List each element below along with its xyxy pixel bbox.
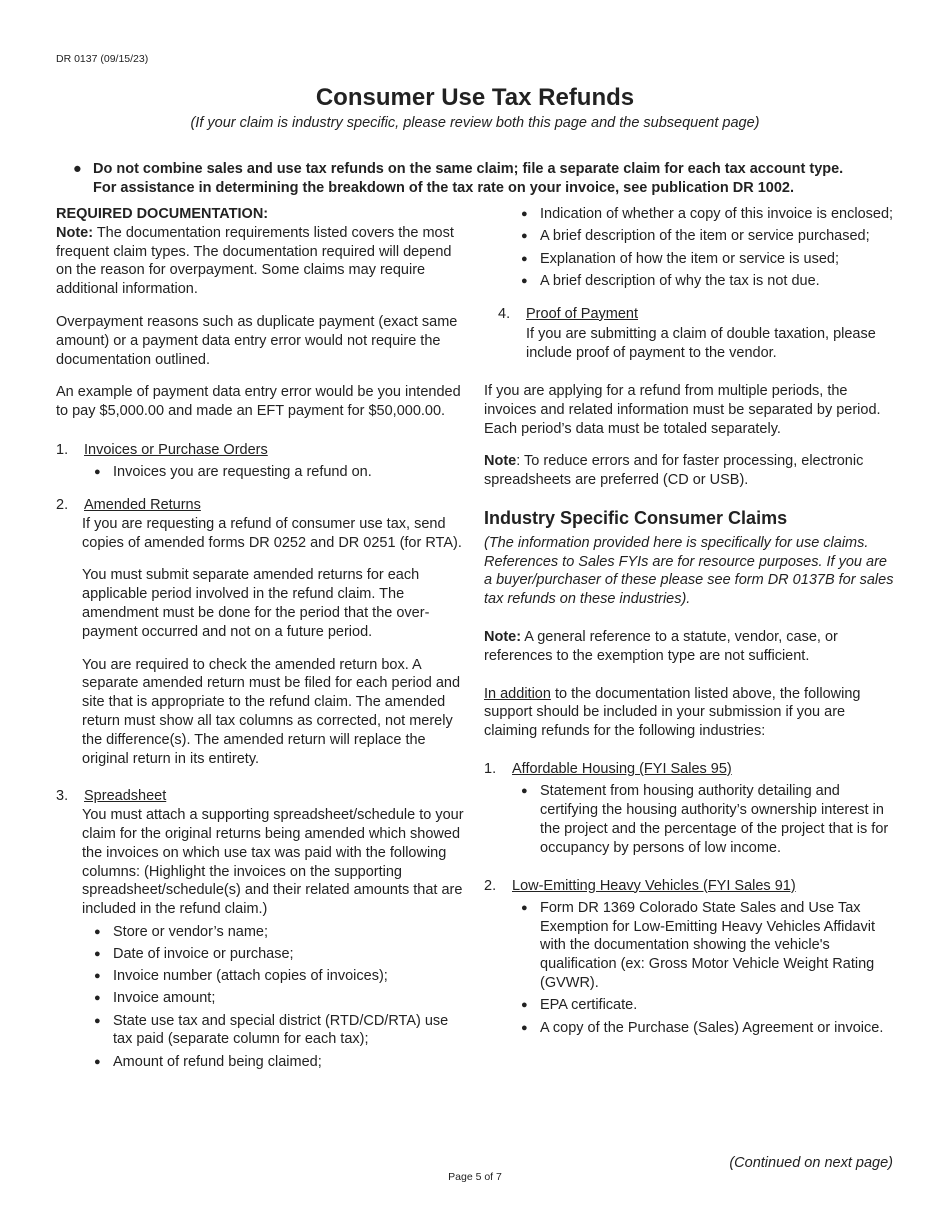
list-item: ● Indication of whether a copy of this invoice is enclosed; [521,205,899,224]
right-column [484,205,899,1037]
industry-low-emitting-vehicles [484,877,899,896]
list-item: ● Invoices you are requesting a refund on. [94,463,471,482]
list-item: ● Form DR 1369 Colorado State Sales and Use Tax Exemption for Low-Emitting Heavy Vehicles Affidavit with the documentation showing the vehicle's qualification (ex: Gross Motor Vehicle Weight Rating (GVWR). [521,899,899,993]
overpayment-paragraph: Overpayment reasons such as duplicate payment (exact same amount) or a payment data entry error would not require the documentation outlined. [56,313,458,368]
amended-p3: You are required to check the amended return box. A separate amended return must be filed for each period and site that is appropriate to the refund claim. The amended return must show all tax columns as corrected, not merely the difference(s). The amended return will replace the original return in its entirety. [82,656,461,767]
amended-p2: You must submit separate amended returns for each applicable period involved in the refund claim. The amendment must be done for the period that the over-payment occurred and not on a future period. [82,567,430,640]
list-item: ● A brief description of the item or service purchased; [521,227,899,246]
bullet-icon: ● [73,161,82,177]
item-number: 4. [498,305,511,322]
item-number: 1. [56,441,69,458]
in-addition-paragraph [484,685,899,741]
item-number: 2. [56,497,69,514]
page-subtitle: (If your claim is industry specific, please review both this page and the subsequent page) [190,115,760,131]
list-item: ● Store or vendor’s name; [94,923,471,942]
page-number: Page 5 of 7 [448,1171,502,1183]
item-title: Spreadsheet [84,788,167,805]
item-title: Proof of Payment [526,305,639,322]
item-invoices [56,441,471,460]
note-text: The documentation requirements listed covers the most frequent claim types. The documentation required will depend on the reason for overpayment. Some claims may require additional information. [56,224,454,298]
item-title: Affordable Housing (FYI Sales 95) [512,761,732,778]
list-item: ● Amount of refund being claimed; [94,1053,471,1072]
amended-p1: If you are requesting a refund of consumer use tax, send copies of amended forms DR 0252 and DR 0251 (for RTA). [82,515,462,551]
list-item: ● State use tax and special district (RTD/CD/RTA) use tax paid (separate column for each tax); [94,1012,471,1050]
top-note-line2: For assistance in determining the breakdown of the tax rate on your invoice, see publication DR 1002. [93,179,795,196]
item-title: Low-Emitting Heavy Vehicles (FYI Sales 91) [512,877,796,894]
item-title: Invoices or Purchase Orders [84,441,268,458]
left-column [56,205,471,1072]
industry-heading: Industry Specific Consumer Claims [484,508,788,529]
spreadsheet-p1: You must attach a supporting spreadsheet/schedule to your claim for the original returns being amended which showed the invoices on which use tax was paid with the following columns: (Highlight the invoices on the supporting spreadsheet/schedule(s) and their related amounts that are included in the refund claim.) [82,807,464,918]
list-item: ● A brief description of why the tax is not due. [521,272,899,291]
required-documentation-heading: REQUIRED DOCUMENTATION: [56,206,269,222]
list-item: ● Invoice number (attach copies of invoices); [94,967,471,986]
general-reference-note [484,628,899,666]
in-addition-text: to the documentation listed above, the following support should be included in your submission if you are claiming refunds for the following industries: [484,685,861,740]
continued-note: (Continued on next page) [729,1155,893,1171]
list-item: ● Explanation of how the item or service is used; [521,250,899,269]
affordable-housing-bullets [484,782,899,857]
item-number: 2. [484,877,497,894]
item-number: 1. [484,761,497,778]
note-label: Note [484,453,517,470]
item-amended-returns [56,496,471,515]
list-item: ● EPA certificate. [521,996,899,1015]
item-proof-of-payment [498,305,899,324]
item-spreadsheet [56,787,471,806]
page-title: Consumer Use Tax Refunds [315,84,635,111]
list-item: ● Statement from housing authority detailing and certifying the housing authority’s ownership interest in the project and the percentage of the project that is for occupancy by persons of low income. [521,782,899,857]
top-note-line1: Do not combine sales and use tax refunds on the same claim; file a separate claim for each tax account type. [93,161,844,177]
multi-period-paragraph: If you are applying for a refund from multiple periods, the invoices and related information must be separated by period. Each period’s data must be totaled separately. [484,383,881,437]
list-item: ● Date of invoice or purchase; [94,945,471,964]
form-id: DR 0137 (09/15/23) [56,53,149,65]
industry-affordable-housing [484,760,899,779]
example-paragraph: An example of payment data entry error would be you intended to pay $5,000.00 and made an EFT payment for $50,000.00. [56,384,461,420]
note-text: : To reduce errors and for faster processing, electronic spreadsheets are preferred (CD or USB). [484,453,864,489]
industry-intro: (The information provided here is specifically for use claims. References to Sales FYIs are for resource purposes. If you are a buyer/purchaser of these please see form DR 0137B for sales tax refunds on these industries). [484,534,894,608]
in-addition-label: In addition [484,685,551,702]
item-title: Amended Returns [84,497,201,514]
electronic-note [484,452,899,490]
note-label: Note: [484,629,522,646]
top-note [73,160,913,197]
list-item: ● A copy of the Purchase (Sales) Agreement or invoice. [521,1019,899,1038]
low-emitting-bullets [484,899,899,1038]
note-text: A general reference to a statute, vendor, case, or references to the exemption type are not sufficient. [484,629,838,664]
spreadsheet-bullets [56,923,471,1072]
documentation-note [56,224,471,299]
note-label: Note: [56,224,94,241]
list-item: ● Invoice amount; [94,989,471,1008]
spreadsheet-bullets-continued [484,205,899,291]
proof-of-payment-p1: If you are submitting a claim of double taxation, please include proof of payment to the vendor. [526,326,876,362]
invoices-bullets [56,463,471,482]
item-number: 3. [56,788,69,805]
